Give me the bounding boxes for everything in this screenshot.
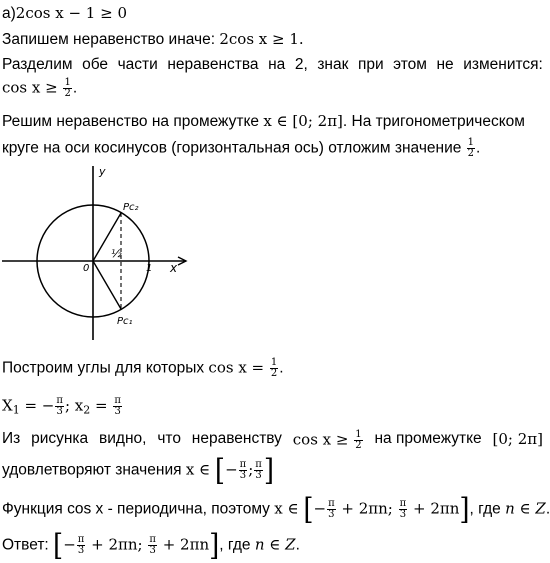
fraction [148,535,157,556]
step2-word: знак [317,56,349,73]
fraction-denominator: 3 [328,509,335,520]
fraction [327,499,336,520]
half-label: ½ [111,247,122,260]
step2-word: не [436,56,454,73]
step3-tail: . [476,139,481,157]
answer-n: n [254,535,265,554]
step1-math: 2cos x ≥ 1. [219,30,304,48]
step6-math: cos x ≥ [292,430,354,449]
separator: ; x [64,396,84,415]
step7-text: Функция cos x - периодична, поэтому [2,500,275,518]
step6-word: видно, [99,430,147,447]
right-bracket: ] [209,528,220,563]
fraction-numerator: π [56,395,63,406]
answer-plus2: + 2πn [157,535,210,554]
step7-Z: Z [535,499,546,518]
fraction [399,499,408,520]
step6-line2 [2,453,543,488]
step2-math: cos x ≥ [2,78,63,97]
step6-word: неравенству [191,430,282,447]
fraction [354,430,362,451]
step2-word: части [117,56,158,73]
fraction-denominator: 2 [467,148,475,159]
fraction-denominator: 3 [255,470,262,481]
fraction [239,460,248,481]
step3-text: Решим неравенство на промежутке [2,113,264,130]
step3-line2-text: круге на оси косинусов (горизонтальная ось) отложим значение [2,139,466,157]
answer-label: Ответ: [2,536,54,554]
step2-word: при [357,56,384,73]
task-line [2,4,543,23]
eq2: = [90,396,113,415]
step7-n: n [505,499,515,518]
fraction [113,396,122,417]
task-inequality: 2cos x − 1 ≥ 0 [15,4,127,22]
left-bracket: [ [214,453,226,488]
answer-Z: Z [285,535,296,554]
fraction-numerator: π [114,395,121,406]
fraction-denominator: 3 [399,509,407,520]
origin-label: 0 [83,263,90,274]
step4-line [2,358,543,379]
answer-line [2,528,543,563]
step6-mid: на промежутке [374,430,482,447]
right-bracket: ] [263,453,275,488]
minus-sign: − [225,460,238,479]
step3-text2: . На тригонометрическом [342,113,525,130]
minus-sign: − [63,535,76,554]
step2-word: неравенства [167,56,259,73]
x1-label: X [2,396,13,415]
step6-inequality [293,430,364,451]
step1-line [2,30,543,49]
step6-line2-text: удовлетворяют значения [2,461,186,479]
step7-in: ∈ [514,499,536,518]
fraction [254,460,263,481]
fraction-denominator: 3 [239,470,247,481]
step6-interval: [0; 2π] [492,430,543,448]
step4-math: cos x = [208,358,269,377]
task-prefix: а) [2,5,16,22]
step2-word: изменится: [463,56,543,73]
fraction-numerator: π [328,498,335,509]
point-top-label: Pc₂ [123,202,139,213]
semicolon: ; [248,460,254,479]
step7-plus: + 2πn; [336,499,398,518]
fraction-denominator: 3 [77,545,85,556]
fraction [55,396,64,417]
answer-in: ∈ [264,535,286,554]
step7-math: x ∈ [274,499,304,518]
step2-line2 [2,78,543,99]
x1-subscript: 1 [12,403,20,417]
step6-word: рисунка [31,430,89,447]
step4-tail: . [279,359,284,377]
x2-subscript: 2 [83,403,91,417]
step2-word: Разделим [2,56,73,73]
fraction-numerator: 1 [355,429,362,440]
minus-sign: − [313,499,327,518]
one-label: 1 [146,263,153,274]
step3-line1 [2,112,543,131]
fraction-denominator: 3 [149,545,156,556]
y-axis-label: y [99,165,106,178]
eq1: = − [19,396,55,415]
fraction-numerator: π [77,534,85,545]
fraction-numerator: π [255,459,262,470]
fraction-numerator: 1 [64,77,71,88]
radius-bottom [93,261,121,309]
fraction-denominator: 3 [114,406,121,417]
fraction-numerator: 1 [467,137,475,148]
fraction [467,138,475,159]
right-bracket: ] [459,492,470,527]
fraction-denominator: 2 [270,368,278,379]
step7-plus2: + 2πn [408,499,460,518]
step2-tail: . [72,79,78,97]
fraction [77,535,86,556]
left-bracket: [ [303,492,314,527]
step2-word: обе [82,56,109,73]
step2-word: этом [393,56,427,73]
step3-interval: x ∈ [0; 2π] [263,112,343,130]
answer-plus: + 2πn; [86,535,148,554]
step6-word: Из [2,430,21,447]
step6-line1 [2,430,543,451]
step7-tail: , где [469,500,506,518]
step1-text: Запишем неравенство иначе: [2,31,220,48]
fraction-numerator: π [149,534,156,545]
step2-word: на [268,56,286,73]
fraction-numerator: π [399,498,407,509]
step7-line [2,492,550,527]
step6-word: что [157,430,181,447]
fraction-denominator: 3 [56,406,63,417]
step4-text: Построим углы для которых [2,359,209,377]
left-bracket: [ [53,528,64,563]
step5-line [2,396,543,420]
fraction [270,358,278,379]
step3-line2 [2,138,543,159]
fraction-numerator: π [239,459,247,470]
step6-line2-math: x ∈ [185,460,215,479]
fraction-denominator: 2 [355,440,362,451]
answer-tail: , где [219,536,255,554]
point-bottom-label: Pc₁ [117,316,133,327]
fraction-numerator: 1 [270,357,278,368]
unit-circle-figure [0,164,547,344]
x-axis-label: x [170,261,178,275]
answer-dot: . [295,536,300,554]
fraction-denominator: 2 [64,88,71,99]
step2-line1 [2,56,543,74]
step7-dot: . [545,500,550,518]
step2-word: 2, [294,56,308,73]
fraction [63,78,71,99]
